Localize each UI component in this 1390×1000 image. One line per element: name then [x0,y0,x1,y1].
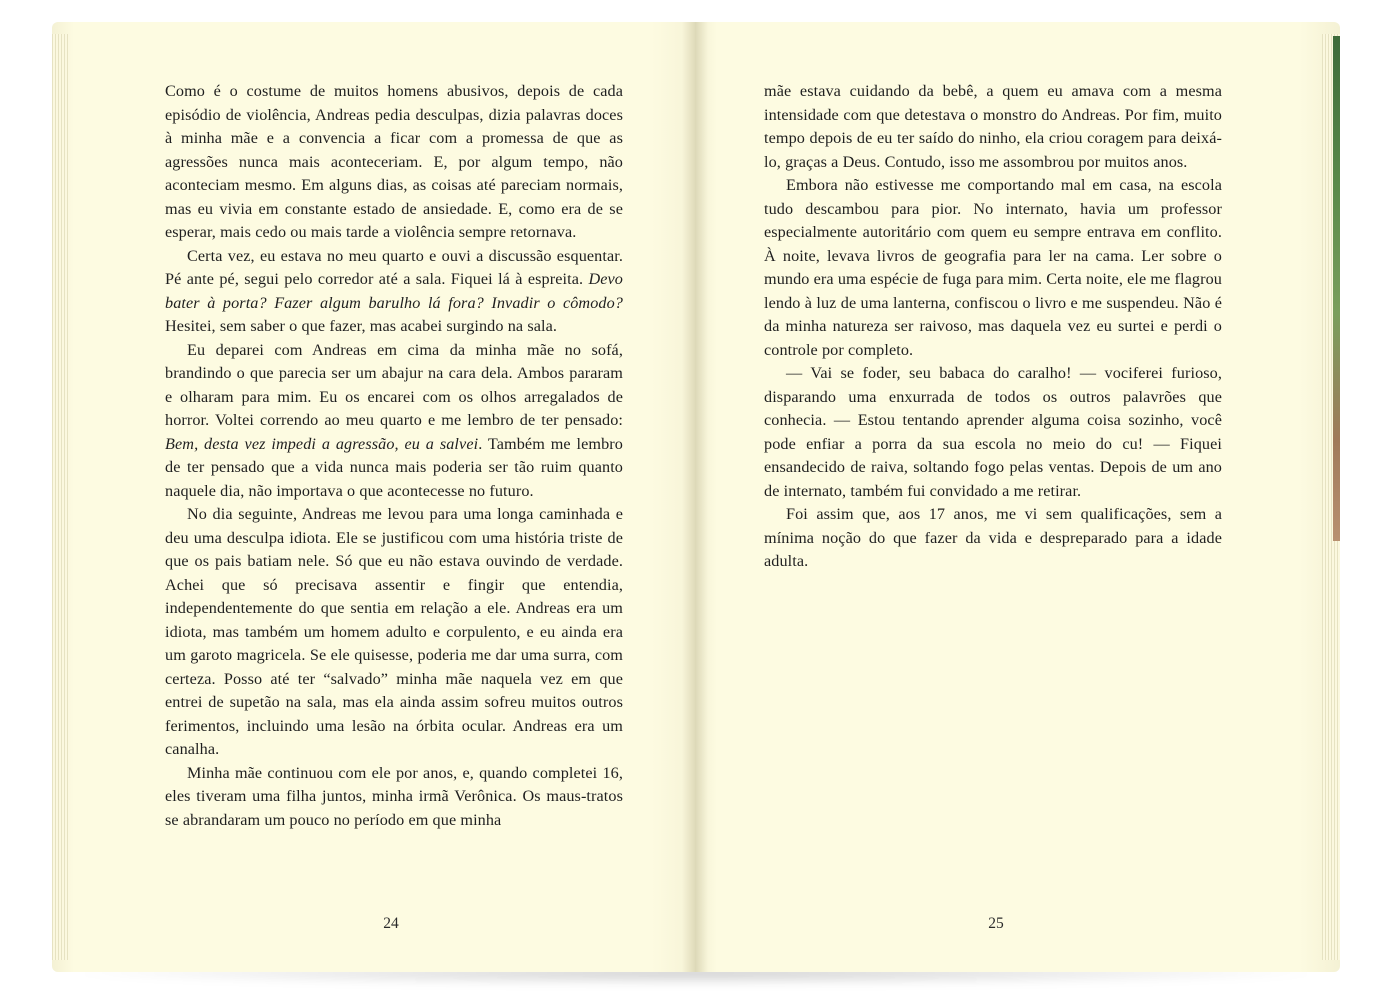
left-page-edges [52,34,70,960]
right-page-text [764,80,1222,574]
right-page [695,22,1340,972]
paragraph: mãe estava cuidando da bebê, a quem eu amava com a mesma intensidade com que detestava o monstro do Andreas. Por fim, muito tempo depois de eu ter saído do ninho, ela criou coragem para deixá-lo, graças a Deus. Contudo, isso me assombrou por muitos anos. [764,82,1222,171]
paragraph [165,339,623,504]
paragraph-text: Hesitei, sem saber o que fazer, mas acabei surgindo na sala. [165,317,558,335]
page-number: 25 [988,915,1004,932]
paragraph: Como é o costume de muitos homens abusivos, depois de cada episódio de violência, Andreas pedia desculpas, dizia palavras doces à minha mãe e a convencia a ficar com a promessa de que as agressões nunca mais aconteceriam. E, por algum tempo, não aconteciam mesmo. Em alguns dias, as coisas até pareciam normais, mas eu vivia em constante estado de ansiedade. E, como era de se esperar, mais cedo ou mais tarde a violência sempre retornava. [165,82,623,241]
italic-thought: Bem, desta vez impedi a agressão, eu a salvei [165,434,479,453]
italic-thought: Devo bater à porta? Fazer algum barulho lá fora? Invadir o cômodo? [165,270,623,312]
book-spine [682,22,708,972]
page-number: 24 [383,915,399,932]
paragraph: Embora não estivesse me comportando mal em casa, na escola tudo descambou para pior. No internato, havia um professor especialmente autoritário com quem eu sempre entrava em conflito. À noite, levava livros de geografia para ler na cama. Ler sobre o mundo era uma espécie de fuga para mim. Certa noite, ele me flagrou lendo à luz de uma lanterna, confiscou o livro e me suspendeu. Não é da minha natureza ser raivoso, mas daquela vez eu surtei e perdi o controle por completo. [764,176,1222,359]
open-book [52,22,1340,972]
paragraph-text: Certa vez, eu estava no meu quarto e ouvi a discussão esquentar. Pé ante pé, segui pelo corredor até a sala. Fiquei lá à espreita. [165,246,623,288]
paragraph: Minha mãe continuou com ele por anos, e, quando completei 16, eles tiveram uma filha juntos, minha irmã Verônica. Os maus-tratos se abrandaram um pouco no período em que minha [165,763,623,829]
paragraph-text: Eu deparei com Andreas em cima da minha mãe no sofá, brandindo o que parecia ser um abajur na cara dela. Ambos pararam e olharam para mim. Eu os encarei com os olhos arregalados de horror. Voltei correndo ao meu quarto e me lembro de ter pensado: [165,340,623,429]
paragraph: No dia seguinte, Andreas me levou para uma longa caminhada e deu uma desculpa idiota. Ele se justificou com uma história triste de que os pais batiam nele. Só que eu não estava ouvindo de verdade. Achei que só precisava assentir e fingir que entendia, independentemente do que sentia em relação a ele. Andreas era um idiota, mas também um homem adulto e corpulento, e eu ainda era um garoto magricela. Se ele quisesse, poderia me dar uma surra, com certeza. Posso até ter “salvado” minha mãe naquela vez em que entrei de supetão na sala, mas ela ainda assim sofreu muitos outros ferimentos, incluindo uma lesão na órbita ocular. Andreas era um canalha. [165,505,623,758]
paragraph [165,245,623,339]
paragraph: — Vai se foder, seu babaca do caralho! — vociferei furioso, disparando uma enxurrada de todos os outros palavrões que conhecia. — Estou tentando aprender alguma coisa sozinho, você pode enfiar a porra da sua escola no meio do cu! — Fiquei ensandecido de raiva, soltando fogo pelas ventas. Depois de um ano de internato, também fui convidado a me retirar. [764,364,1222,500]
cover-edge [1333,36,1340,541]
left-page-text [165,80,623,832]
paragraph: Foi assim que, aos 17 anos, me vi sem qualificações, sem a mínima noção do que fazer da vida e despreparado para a idade adulta. [764,505,1222,570]
left-page [52,22,695,972]
paragraph-text: . Também me lembro de ter pensado que a vida nunca mais poderia ser tão ruim quanto naquele dia, não importava o que acontecesse no futuro. [165,434,623,500]
